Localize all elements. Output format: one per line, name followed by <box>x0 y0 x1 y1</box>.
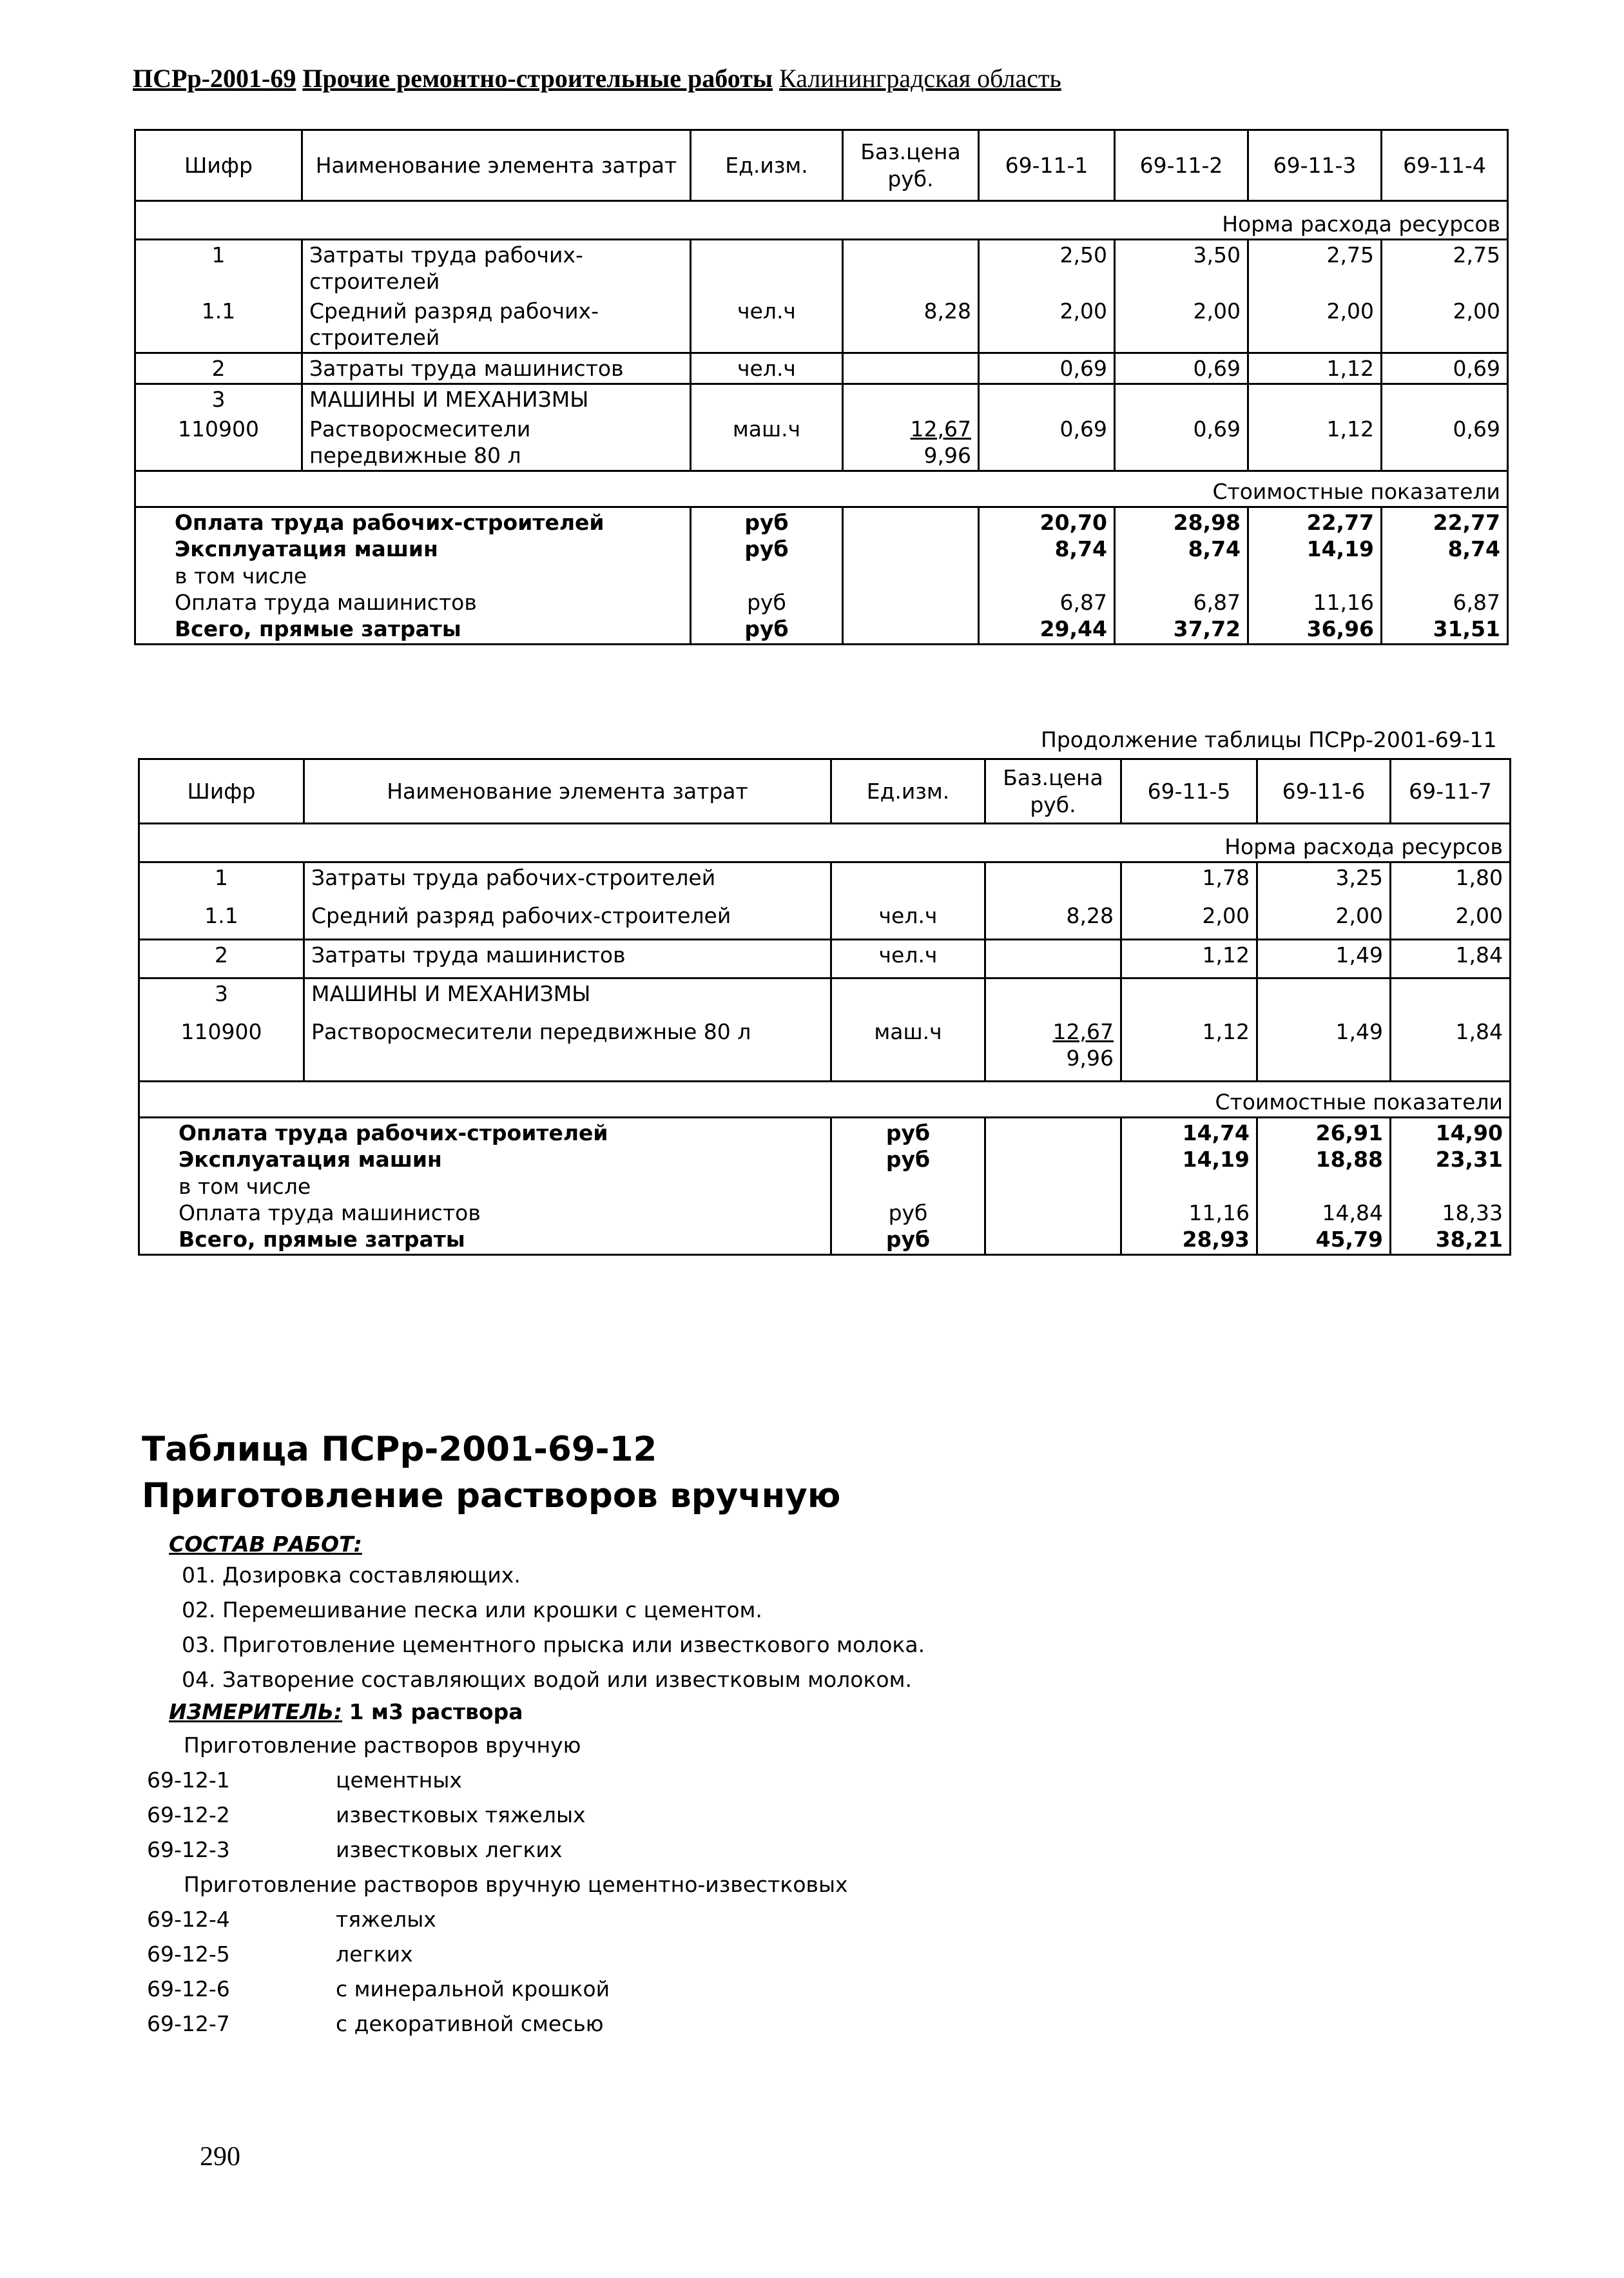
col-header-price: Баз.цена руб. <box>843 130 979 201</box>
continuation-caption: Продолжение таблицы ПСРр-2001-69-11 <box>1041 727 1497 752</box>
row-value: 2,00 <box>1248 297 1382 353</box>
row-price: 12,67 9,96 <box>985 1017 1121 1082</box>
meter-label: ИЗМЕРИТЕЛЬ: <box>169 1699 343 1724</box>
row-value: 2,75 <box>1248 240 1382 297</box>
row-value: 2,00 <box>1121 901 1257 940</box>
meter <box>169 1699 523 1724</box>
section-subtitle: Приготовление растворов вручную <box>142 1476 841 1515</box>
header-code: ПСРр-2001-69 <box>133 64 296 93</box>
col-header-69-11-7: 69-11-7 <box>1391 759 1511 824</box>
row-code: 3 <box>139 978 304 1017</box>
table-row <box>139 1118 1511 1255</box>
row-code: 2 <box>139 940 304 978</box>
row-value: 2,00 <box>1115 297 1248 353</box>
cost-col-4: 22,77 8,74 6,87 31,51 <box>1382 507 1508 645</box>
col-header-code: Шифр <box>135 130 302 201</box>
work-label: СОСТАВ РАБОТ: <box>169 1532 362 1557</box>
row-value: 2,50 <box>979 240 1115 297</box>
row-name: МАШИНЫ И МЕХАНИЗМЫ <box>304 978 831 1017</box>
table-row <box>135 507 1508 645</box>
row-value: 2,00 <box>1391 901 1511 940</box>
row-value: 1,12 <box>1248 353 1382 384</box>
list-item: 69-12-5 <box>147 1942 230 1967</box>
cost-labels: Оплата труда рабочих-строителей Эксплуатация машин в том числе Оплата труда машинистов Всего, прямые затраты <box>139 1118 831 1255</box>
row-value: 1,12 <box>1121 1017 1257 1082</box>
list-item: 69-12-3 <box>147 1837 230 1862</box>
row-value: 0,69 <box>1115 353 1248 384</box>
table-row <box>139 901 1511 940</box>
table-row <box>139 1017 1511 1082</box>
list-item-name: с декоративной смесью <box>336 2011 604 2036</box>
row-name: Затраты труда рабочих- строителей <box>302 240 691 297</box>
row-unit: чел.ч <box>831 901 985 940</box>
col-header-code: Шифр <box>139 759 304 824</box>
section-norm: Норма расхода ресурсов <box>135 201 1508 240</box>
cost-labels: Оплата труда рабочих-строителей Эксплуатация машин в том числе Оплата труда машинистов Всего, прямые затраты <box>135 507 691 645</box>
cost-units: руб руб руб руб <box>831 1118 985 1255</box>
row-value: 1,49 <box>1257 940 1391 978</box>
list-item: 69-12-2 <box>147 1802 230 1827</box>
row-code: 1.1 <box>139 901 304 940</box>
list-item: 69-12-4 <box>147 1907 230 1932</box>
row-value: 1,12 <box>1121 940 1257 978</box>
row-price: 12,67 9,96 <box>843 414 979 471</box>
cost-col-2: 26,91 18,88 14,84 45,79 <box>1257 1118 1391 1255</box>
list-item-name: известковых легких <box>336 1837 563 1862</box>
table-row <box>139 862 1511 901</box>
row-name: Затраты труда машинистов <box>304 940 831 978</box>
page-number: 290 <box>200 2142 240 2172</box>
resource-table-1 <box>134 129 1509 645</box>
row-value: 0,69 <box>979 353 1115 384</box>
page-header <box>133 63 1061 93</box>
row-value: 0,69 <box>1382 353 1508 384</box>
row-name: Растворосмесители передвижные 80 л <box>302 414 691 471</box>
list-item-name: с минеральной крошкой <box>336 1976 610 2001</box>
work-item: 01. Дозировка составляющих. <box>182 1562 521 1588</box>
col-header-69-11-3: 69-11-3 <box>1248 130 1382 201</box>
group-heading: Приготовление растворов вручную <box>184 1733 581 1758</box>
col-header-unit: Ед.изм. <box>691 130 843 201</box>
row-code: 1.1 <box>135 297 302 353</box>
cost-col-3: 14,90 23,31 18,33 38,21 <box>1391 1118 1511 1255</box>
col-header-69-11-5: 69-11-5 <box>1121 759 1257 824</box>
row-value: 1,84 <box>1391 1017 1511 1082</box>
list-item: 69-12-1 <box>147 1767 230 1793</box>
table-row <box>135 414 1508 471</box>
list-item-name: тяжелых <box>336 1907 436 1932</box>
row-code: 110900 <box>135 414 302 471</box>
col-header-price: Баз.цена руб. <box>985 759 1121 824</box>
header-name: Прочие ремонтно-строительные работы <box>302 64 773 93</box>
row-value: 2,75 <box>1382 240 1508 297</box>
row-name: Средний разряд рабочих- строителей <box>302 297 691 353</box>
row-value: 3,25 <box>1257 862 1391 901</box>
col-header-unit: Ед.изм. <box>831 759 985 824</box>
row-value: 2,00 <box>1257 901 1391 940</box>
list-item-name: легких <box>336 1942 413 1967</box>
col-header-69-11-4: 69-11-4 <box>1382 130 1508 201</box>
row-value: 1,80 <box>1391 862 1511 901</box>
cost-col-1: 20,70 8,74 6,87 29,44 <box>979 507 1115 645</box>
list-item: 69-12-7 <box>147 2011 230 2036</box>
header-region: Калининградская область <box>779 64 1061 93</box>
meter-value: 1 м3 раствора <box>349 1699 523 1724</box>
row-name: Растворосмесители передвижные 80 л <box>304 1017 831 1082</box>
row-value: 0,69 <box>1382 414 1508 471</box>
table-row <box>139 940 1511 978</box>
row-value: 1,78 <box>1121 862 1257 901</box>
row-value: 2,00 <box>1382 297 1508 353</box>
row-unit: чел.ч <box>831 940 985 978</box>
row-value: 1,49 <box>1257 1017 1391 1082</box>
table-row <box>135 240 1508 297</box>
work-item: 02. Перемешивание песка или крошки с цементом. <box>182 1597 762 1622</box>
row-unit: маш.ч <box>691 414 843 471</box>
cost-units: руб руб руб руб <box>691 507 843 645</box>
work-item: 03. Приготовление цементного прыска или известкового молока. <box>182 1632 925 1657</box>
section-cost: Стоимостные показатели <box>135 471 1508 507</box>
row-unit: чел.ч <box>691 297 843 353</box>
list-item: 69-12-6 <box>147 1976 230 2001</box>
row-value: 0,69 <box>1115 414 1248 471</box>
cost-col-3: 22,77 14,19 11,16 36,96 <box>1248 507 1382 645</box>
cost-col-2: 28,98 8,74 6,87 37,72 <box>1115 507 1248 645</box>
row-value: 1,84 <box>1391 940 1511 978</box>
table-row <box>135 297 1508 353</box>
col-header-69-11-1: 69-11-1 <box>979 130 1115 201</box>
row-name: МАШИНЫ И МЕХАНИЗМЫ <box>302 384 691 414</box>
cost-col-1: 14,74 14,19 11,16 28,93 <box>1121 1118 1257 1255</box>
row-price: 8,28 <box>985 901 1121 940</box>
row-value: 3,50 <box>1115 240 1248 297</box>
resource-table-2 <box>138 758 1511 1256</box>
col-header-69-11-2: 69-11-2 <box>1115 130 1248 201</box>
col-header-name: Наименование элемента затрат <box>304 759 831 824</box>
table-row <box>135 353 1508 384</box>
table-row <box>135 384 1508 414</box>
section-title: Таблица ПСРр-2001-69-12 <box>142 1430 657 1469</box>
row-value: 1,12 <box>1248 414 1382 471</box>
row-code: 1 <box>135 240 302 297</box>
row-code: 1 <box>139 862 304 901</box>
row-name: Затраты труда машинистов <box>302 353 691 384</box>
group-heading: Приготовление растворов вручную цементно-известковых <box>184 1872 848 1897</box>
list-item-name: известковых тяжелых <box>336 1802 586 1827</box>
row-code: 2 <box>135 353 302 384</box>
row-unit: чел.ч <box>691 353 843 384</box>
row-name: Затраты труда рабочих-строителей <box>304 862 831 901</box>
row-code: 110900 <box>139 1017 304 1082</box>
work-item: 04. Затворение составляющих водой или известковым молоком. <box>182 1667 912 1692</box>
section-norm: Норма расхода ресурсов <box>139 824 1511 862</box>
row-code: 3 <box>135 384 302 414</box>
row-unit: маш.ч <box>831 1017 985 1082</box>
section-cost: Стоимостные показатели <box>139 1082 1511 1118</box>
col-header-name: Наименование элемента затрат <box>302 130 691 201</box>
row-price: 8,28 <box>843 297 979 353</box>
col-header-69-11-6: 69-11-6 <box>1257 759 1391 824</box>
row-value: 0,69 <box>979 414 1115 471</box>
table-row <box>139 978 1511 1017</box>
row-value: 2,00 <box>979 297 1115 353</box>
row-name: Средний разряд рабочих-строителей <box>304 901 831 940</box>
list-item-name: цементных <box>336 1767 462 1793</box>
